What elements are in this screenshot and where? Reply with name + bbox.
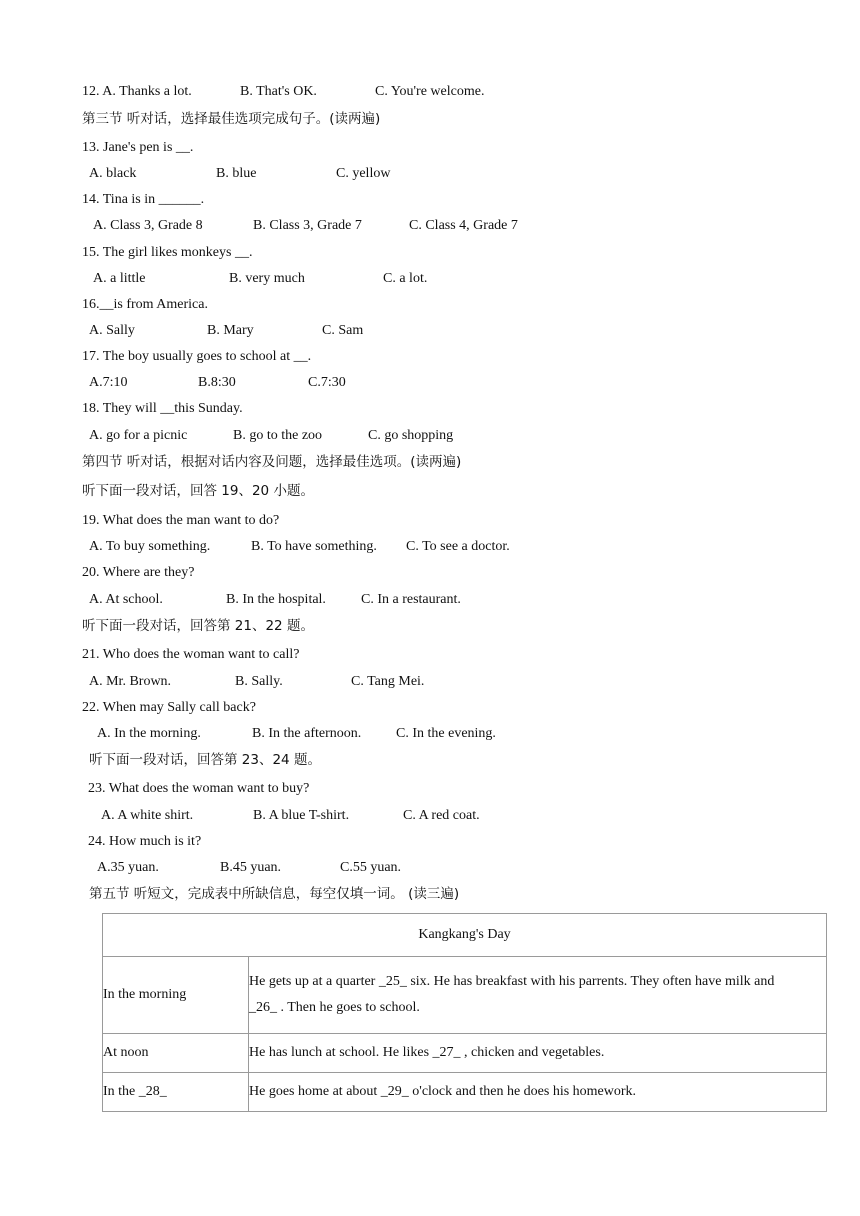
q17-option-a: A.7:10: [89, 375, 128, 390]
q21-option-b: B. Sally.: [235, 674, 283, 689]
q16-option-b: B. Mary: [207, 323, 254, 338]
section-5-heading: 第五节 听短文，完成表中所缺信息，每空仅填一词。 (读三遍): [89, 886, 460, 902]
q22-option-a: A. In the morning.: [97, 726, 201, 741]
q21-option-a: A. Mr. Brown.: [89, 674, 172, 689]
q16-option-c: C. Sam: [322, 323, 364, 338]
q21-option-c: C. Tang Mei.: [351, 674, 425, 689]
q24-text: 24. How much is it?: [88, 834, 202, 849]
section-3-heading: 第三节 听对话，选择最佳选项完成句子。(读两遍): [82, 111, 381, 127]
q14-option-b: B. Class 3, Grade 7: [253, 218, 362, 233]
q13-option-c: C. yellow: [336, 166, 391, 181]
q18-option-c: C. go shopping: [368, 428, 454, 443]
q13-text: 13. Jane's pen is __.: [82, 140, 194, 155]
q20-option-b: B. In the hospital.: [226, 592, 326, 607]
q20-text: 20. Where are they?: [82, 565, 195, 580]
q15-option-c: C. a lot.: [383, 271, 428, 286]
table-row: [103, 1034, 827, 1073]
table-row: [103, 957, 827, 1034]
q15-option-b: B. very much: [229, 271, 305, 286]
q19-option-b: B. To have something.: [251, 539, 377, 554]
morning-line-2: _26_ . Then he goes to school.: [249, 1000, 420, 1015]
kangkang-day-table: [102, 913, 827, 1112]
q14-option-a: A. Class 3, Grade 8: [93, 218, 203, 233]
q17-text: 17. The boy usually goes to school at __.: [82, 349, 312, 364]
table-title-row: [103, 914, 827, 957]
row-label-morning: In the morning: [103, 957, 249, 1034]
q24-option-a: A.35 yuan.: [97, 860, 159, 875]
q19-option-a: A. To buy something.: [89, 539, 211, 554]
q17-option-b: B.8:30: [198, 375, 236, 390]
q23-option-c: C. A red coat.: [403, 808, 480, 823]
section-4-heading: 第四节 听对话，根据对话内容及问题，选择最佳选项。(读两遍): [82, 454, 462, 470]
q18-text: 18. They will __this Sunday.: [82, 401, 243, 416]
q23-option-b: B. A blue T-shirt.: [253, 808, 350, 823]
q12-option-b: B. That's OK.: [240, 84, 317, 99]
row-label-28: In the _28_: [103, 1073, 249, 1112]
q15-option-a: A. a little: [93, 271, 146, 286]
q13-option-b: B. blue: [216, 166, 257, 181]
q24-option-c: C.55 yuan.: [340, 860, 402, 875]
q14-option-c: C. Class 4, Grade 7: [409, 218, 518, 233]
table-title: Kangkang's Day: [103, 914, 827, 957]
q19-text: 19. What does the man want to do?: [82, 513, 280, 528]
q15-text: 15. The girl likes monkeys __.: [82, 245, 253, 260]
q12-text: 12. A. Thanks a lot.: [82, 84, 192, 99]
row-content-morning: [249, 957, 827, 1034]
q16-option-a: A. Sally: [89, 323, 135, 338]
q20-option-a: A. At school.: [89, 592, 163, 607]
q16-text: 16.__is from America.: [82, 297, 208, 312]
q20-option-c: C. In a restaurant.: [361, 592, 461, 607]
q22-option-c: C. In the evening.: [396, 726, 496, 741]
q21-text: 21. Who does the woman want to call?: [82, 647, 300, 662]
intro-23-24: 听下面一段对话，回答第 23、24 题。: [89, 752, 321, 768]
q23-text: 23. What does the woman want to buy?: [88, 781, 310, 796]
q19-option-c: C. To see a doctor.: [406, 539, 510, 554]
q17-option-c: C.7:30: [308, 375, 346, 390]
q12-option-c: C. You're welcome.: [375, 84, 485, 99]
morning-line-1: He gets up at a quarter _25_ six. He has breakfast with his parrents. They often have milk and: [249, 974, 775, 989]
q18-option-b: B. go to the zoo: [233, 428, 323, 443]
row-content-noon: He has lunch at school. He likes _27_ , chicken and vegetables.: [249, 1034, 827, 1073]
q18-option-a: A. go for a picnic: [89, 428, 188, 443]
intro-21-22: 听下面一段对话，回答第 21、22 题。: [82, 618, 314, 634]
intro-19-20: 听下面一段对话，回答 19、20 小题。: [82, 483, 314, 499]
q24-option-b: B.45 yuan.: [220, 860, 282, 875]
q23-option-a: A. A white shirt.: [101, 808, 194, 823]
table-row: [103, 1073, 827, 1112]
q22-text: 22. When may Sally call back?: [82, 700, 256, 715]
row-content-28: He goes home at about _29_ o'clock and then he does his homework.: [249, 1073, 827, 1112]
row-label-noon: At noon: [103, 1034, 249, 1073]
q22-option-b: B. In the afternoon.: [252, 726, 362, 741]
q13-option-a: A. black: [89, 166, 137, 181]
q14-text: 14. Tina is in ______.: [82, 192, 205, 207]
